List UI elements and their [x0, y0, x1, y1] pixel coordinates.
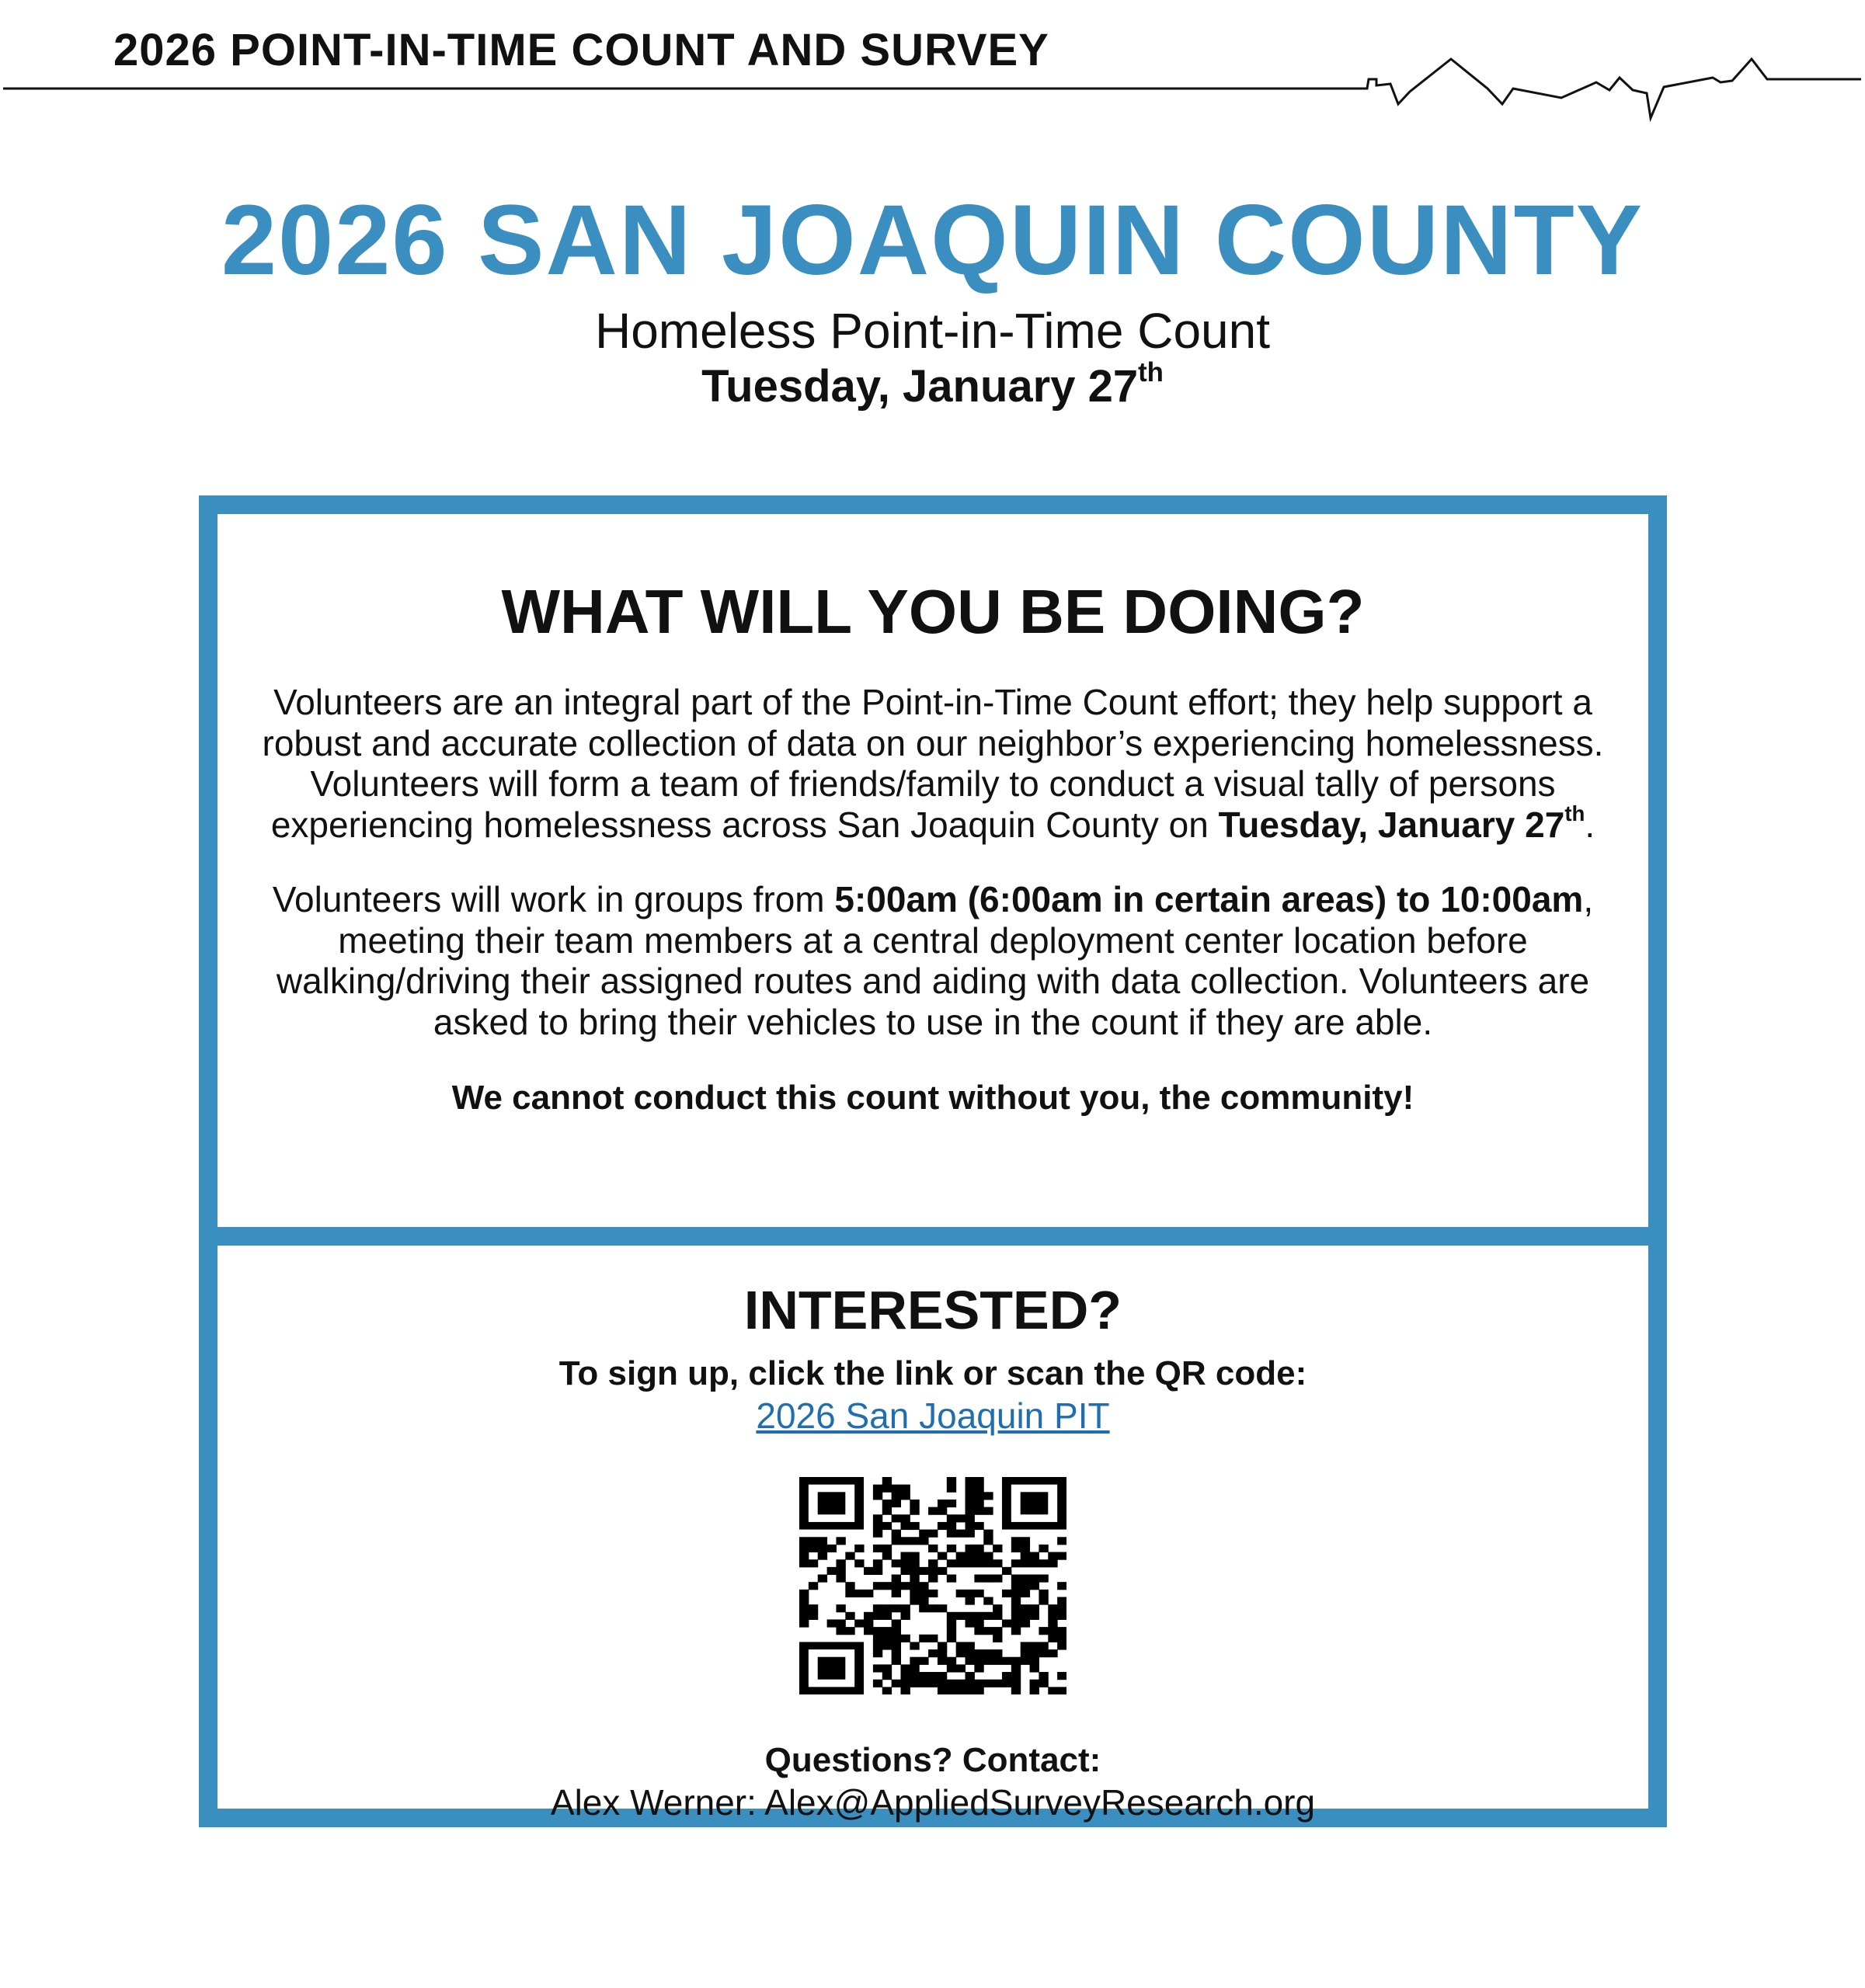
what-heading: WHAT WILL YOU BE DOING? — [501, 577, 1365, 646]
subtitle: Homeless Point-in-Time Count — [594, 303, 1271, 359]
signup-link[interactable]: 2026 San Joaquin PIT — [756, 1395, 1110, 1436]
schedule-description — [230, 879, 1636, 1042]
skyline-line-icon — [0, 47, 1865, 132]
qr-code-icon[interactable] — [799, 1477, 1066, 1694]
para2-hours: 5:00am (6:00am in certain areas) to 10:00am — [834, 879, 1584, 919]
para1-end: . — [1585, 804, 1595, 845]
event-date — [0, 359, 1865, 415]
signup-instructions: To sign up, click the link or scan the QR code: — [558, 1354, 1307, 1392]
para1-date-suffix: th — [1564, 801, 1585, 826]
volunteer-description — [230, 682, 1636, 845]
main-title: 2026 SAN JOAQUIN COUNTY — [221, 185, 1644, 296]
event-date-suffix: th — [1138, 357, 1164, 388]
event-date-text: Tuesday, January 27 — [701, 361, 1139, 412]
community-callout: We cannot conduct this count without you, the community! — [451, 1079, 1414, 1117]
contact-label: Questions? Contact: — [764, 1741, 1101, 1779]
contact-line: Alex Werner: Alex@AppliedSurveyResearch.org — [550, 1782, 1316, 1823]
what-section — [199, 495, 1667, 1246]
qr-code-graphic — [799, 1477, 1066, 1694]
para1-date: Tuesday, January 27 — [1218, 804, 1565, 845]
header-title: 2026 POINT-IN-TIME COUNT AND SURVEY — [113, 25, 1049, 75]
para2-end: , meeting their team members at a central deployment center location before walking/driving their assigned routes and aiding with data collection. Volunteers are asked to bring their vehicles to use in the count if they are able. — [276, 879, 1594, 1042]
para1-text: Volunteers are an integral part of the Point-in-Time Count effort; they help support a robust and accurate collection of data on our neighbor’s experiencing homelessness. Volunteers will form a team of friends/family to conduct a visual tally of persons experiencing homelessness across San Joaquin County on — [262, 682, 1604, 845]
interested-section — [199, 1233, 1667, 1827]
para2-start: Volunteers will work in groups from — [272, 879, 835, 919]
interested-heading: INTERESTED? — [743, 1280, 1122, 1340]
